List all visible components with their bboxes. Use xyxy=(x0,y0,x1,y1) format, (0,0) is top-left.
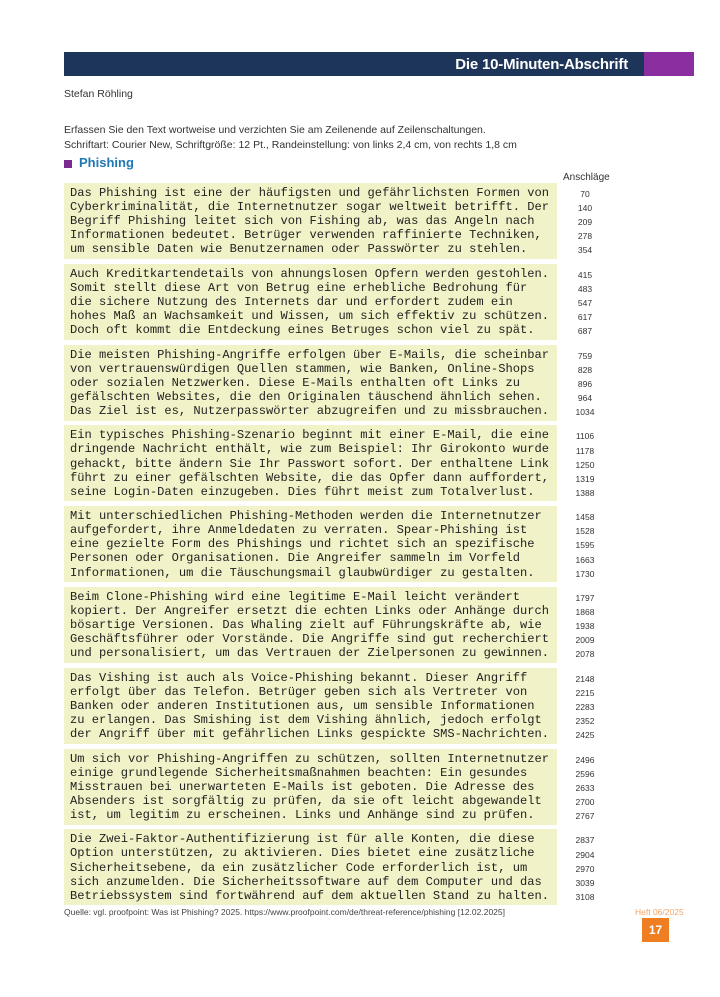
stroke-count: 2078 xyxy=(575,649,595,660)
header-bar xyxy=(64,52,694,76)
text-line: hohes Maß an Wachsamkeit und Wissen, um sich effektiv zu schützen. xyxy=(70,309,549,324)
source-note: Quelle: vgl. proofpoint: Was ist Phishing? 2025. https://www.proofpoint.com/de/threat-reference/phishing [12.02.2025] xyxy=(64,907,505,917)
text-line: dringende Nachricht enthält, wie zum Beispiel: Ihr Girokonto wurde xyxy=(70,442,549,457)
text-line: Das Ziel ist es, Nutzerpasswörter abzugreifen und zu missbrauchen. xyxy=(70,403,549,418)
section-title: Phishing xyxy=(79,155,134,170)
text-line: gehackt, bitte ändern Sie Ihr Passwort sofort. Der enthaltene Link xyxy=(70,456,549,471)
stroke-count: 1034 xyxy=(575,407,595,417)
text-line: führt zu einer gefälschten Website, die das Opfer dann auffordert, xyxy=(70,470,549,485)
text-line: Das Phishing ist eine der häufigsten und gefährlichsten Formen von xyxy=(70,186,549,200)
text-line: Informationen, um die Täuschungsmail glaubwürdiger zu gestalten. xyxy=(70,565,535,580)
text-line: Begriff Phishing leitet sich von Fishing ab, was das Angeln nach xyxy=(70,214,535,229)
stroke-count: 2215 xyxy=(575,687,595,698)
paragraph-box xyxy=(64,668,557,744)
column-header: Anschläge xyxy=(563,172,610,183)
stroke-count: 1868 xyxy=(575,607,595,618)
paragraph-box xyxy=(64,264,557,340)
text-line: Auch Kreditkartendetails von ahnungslosen Opfern werden gestohlen. xyxy=(70,266,549,281)
text-line: Ein typisches Phishing-Szenario beginnt mit einer E-Mail, die eine xyxy=(70,428,549,443)
stroke-count: 70 xyxy=(580,189,590,199)
stroke-count: 1458 xyxy=(575,512,595,523)
author: Stefan Röhling xyxy=(64,88,133,100)
paragraph-box xyxy=(64,829,557,905)
text-line: der Angriff über mit gefährlichen Links gespickte SMS-Nachrichten. xyxy=(70,727,549,742)
stroke-count: 2352 xyxy=(575,716,595,727)
text-line: bösartige Versionen. Das Whaling zielt auf Führungskräfte ab, wie xyxy=(70,618,542,633)
text-line: Geschäftsführer oder Vorstände. Die Angriffe sind gut recherchiert xyxy=(70,632,549,647)
text-line: seine Login-Daten einzugeben. Dies führt meist zum Totalverlust. xyxy=(70,484,535,499)
stroke-count: 2700 xyxy=(575,796,595,807)
stroke-count: 1595 xyxy=(575,540,595,551)
instruction-line: Schriftart: Courier New, Schriftgröße: 12 Pt., Randeinstellung: von links 2,4 cm, von rechts 1,8 cm xyxy=(64,139,517,151)
stroke-count: 354 xyxy=(577,245,593,256)
text-line: Cyberkriminalität, die Internetnutzer sogar weltweit betrifft. Der xyxy=(70,200,549,215)
stroke-count: 3039 xyxy=(575,877,595,888)
stroke-count: 3108 xyxy=(575,891,595,902)
text-line: Sicherheitsebene, da ein zusätzlicher Code erforderlich ist, um xyxy=(70,860,528,875)
text-line: gefälschten Websites, die den Originalen täuschend ähnlich sehen. xyxy=(70,389,542,404)
stroke-count: 828 xyxy=(577,364,593,375)
text-line: Absenders ist sorgfältig zu prüfen, da sie oft leicht abgewandelt xyxy=(70,793,542,808)
stroke-count: 278 xyxy=(577,231,593,242)
stroke-count: 1797 xyxy=(575,593,595,603)
text-line: Option unterstützen, zu aktivieren. Dies bietet eine zusätzliche xyxy=(70,846,535,861)
stroke-count: 1319 xyxy=(575,473,595,484)
section-marker-icon xyxy=(64,160,72,168)
text-line: sich anzumelden. Die Sicherheitssoftware auf dem Computer und das xyxy=(70,874,542,889)
text-line: Banken oder anderen Institutionen aus, um sensible Informationen xyxy=(70,698,535,713)
stroke-count: 140 xyxy=(577,203,593,214)
stroke-count: 483 xyxy=(577,283,593,294)
text-line: Doch oft kommt die Entdeckung eines Betruges schon viel zu spät. xyxy=(70,323,535,338)
text-line: von vertrauenswürdigen Quellen stammen, wie Banken, Online-Shops xyxy=(70,361,535,376)
text-line: Somit stellt diese Art von Betrug eine erhebliche Bedrohung für xyxy=(70,280,528,295)
stroke-count: 2970 xyxy=(575,863,595,874)
paragraph-box xyxy=(64,425,557,501)
page-title: Die 10-Minuten-Abschrift xyxy=(455,56,628,73)
stroke-count: 547 xyxy=(577,298,593,308)
stroke-count: 2633 xyxy=(575,782,595,793)
stroke-count: 1250 xyxy=(575,459,595,470)
stroke-count: 2496 xyxy=(575,754,595,765)
stroke-count: 2283 xyxy=(575,702,595,712)
stroke-count: 2148 xyxy=(575,673,595,684)
stroke-count: 1106 xyxy=(575,431,595,442)
text-line: die sichere Nutzung des Internets dar und erfordert zudem ein xyxy=(70,294,513,309)
text-line: Personen oder Organisationen. Die Angreifer sammeln im Vorfeld xyxy=(70,551,520,566)
stroke-count: 1388 xyxy=(575,487,595,498)
text-line: Betriebssystem sind fortwährend auf dem aktuellen Stand zu halten. xyxy=(70,888,549,903)
stroke-count: 2837 xyxy=(575,835,595,846)
paragraph-box xyxy=(64,587,557,663)
issue-label: Heft 06/2025 xyxy=(635,907,684,917)
text-line: einige grundlegende Sicherheitsmaßnahmen beachten: Ein gesundes xyxy=(70,765,528,780)
stroke-count: 415 xyxy=(577,269,593,280)
instruction-line: Erfassen Sie den Text wortweise und verzichten Sie am Zeilenende auf Zeilenschaltungen. xyxy=(64,124,486,136)
paragraph-box xyxy=(64,749,557,825)
text-line: und personalisiert, um das Vertrauen der Zielpersonen zu gewinnen. xyxy=(70,646,549,661)
stroke-count: 759 xyxy=(577,350,593,361)
stroke-count: 1528 xyxy=(575,526,595,537)
text-line: erfolgt über das Telefon. Betrüger geben sich als Vertreter von xyxy=(70,684,528,699)
paragraph-box xyxy=(64,183,557,259)
stroke-count: 1178 xyxy=(575,445,595,456)
stroke-count: 2009 xyxy=(575,635,595,646)
stroke-count: 687 xyxy=(577,326,593,337)
paragraph-box xyxy=(64,345,557,421)
text-line: ist, um legitim zu erscheinen. Links und Anhänge sind zu prüfen. xyxy=(70,807,535,822)
stroke-count: 209 xyxy=(577,217,593,228)
paragraph-box xyxy=(64,506,557,582)
stroke-count: 2767 xyxy=(575,811,595,821)
text-line: Misstrauen bei unerwarteten E-Mails ist geboten. Die Adresse des xyxy=(70,779,535,794)
text-line: aufgefordert, ihre Anmeldedaten zu verraten. Spear-Phishing ist xyxy=(70,523,528,538)
page-number: 17 xyxy=(642,918,669,942)
stroke-count: 1938 xyxy=(575,621,595,632)
text-line: Mit unterschiedlichen Phishing-Methoden werden die Internetnutzer xyxy=(70,509,542,524)
text-line: Die Zwei-Faktor-Authentifizierung ist für alle Konten, die diese xyxy=(70,832,535,847)
text-line: Informationen bedeutet. Betrüger verwenden raffinierte Techniken, xyxy=(70,228,542,243)
stroke-count: 2425 xyxy=(575,730,595,741)
stroke-count: 964 xyxy=(577,392,593,403)
text-line: um sensible Daten wie Benutzernamen oder Passwörter zu stehlen. xyxy=(70,242,528,257)
text-line: eine gezielte Form des Phishings und richtet sich an spezifische xyxy=(70,537,535,552)
stroke-count: 2904 xyxy=(575,849,595,860)
text-line: zu erlangen. Das Smishing ist dem Vishing ähnlich, jedoch erfolgt xyxy=(70,713,542,728)
stroke-count: 1730 xyxy=(575,568,595,579)
text-line: Beim Clone-Phishing wird eine legitime E-Mail leicht verändert xyxy=(70,590,520,604)
text-line: Um sich vor Phishing-Angriffen zu schützen, sollten Internetnutzer xyxy=(70,751,549,766)
stroke-count: 617 xyxy=(577,312,593,323)
text-line: oder sozialen Netzwerken. Diese E-Mails enthalten oft Links zu xyxy=(70,375,520,390)
stroke-count: 2596 xyxy=(575,768,595,779)
text-line: Die meisten Phishing-Angriffe erfolgen über E-Mails, die scheinbar xyxy=(70,347,549,362)
stroke-count: 896 xyxy=(577,378,593,389)
text-line: Das Vishing ist auch als Voice-Phishing bekannt. Dieser Angriff xyxy=(70,670,528,685)
header-accent xyxy=(644,52,694,76)
stroke-count: 1663 xyxy=(575,554,595,565)
text-line: kopiert. Der Angreifer ersetzt die echten Links oder Anhänge durch xyxy=(70,604,549,619)
